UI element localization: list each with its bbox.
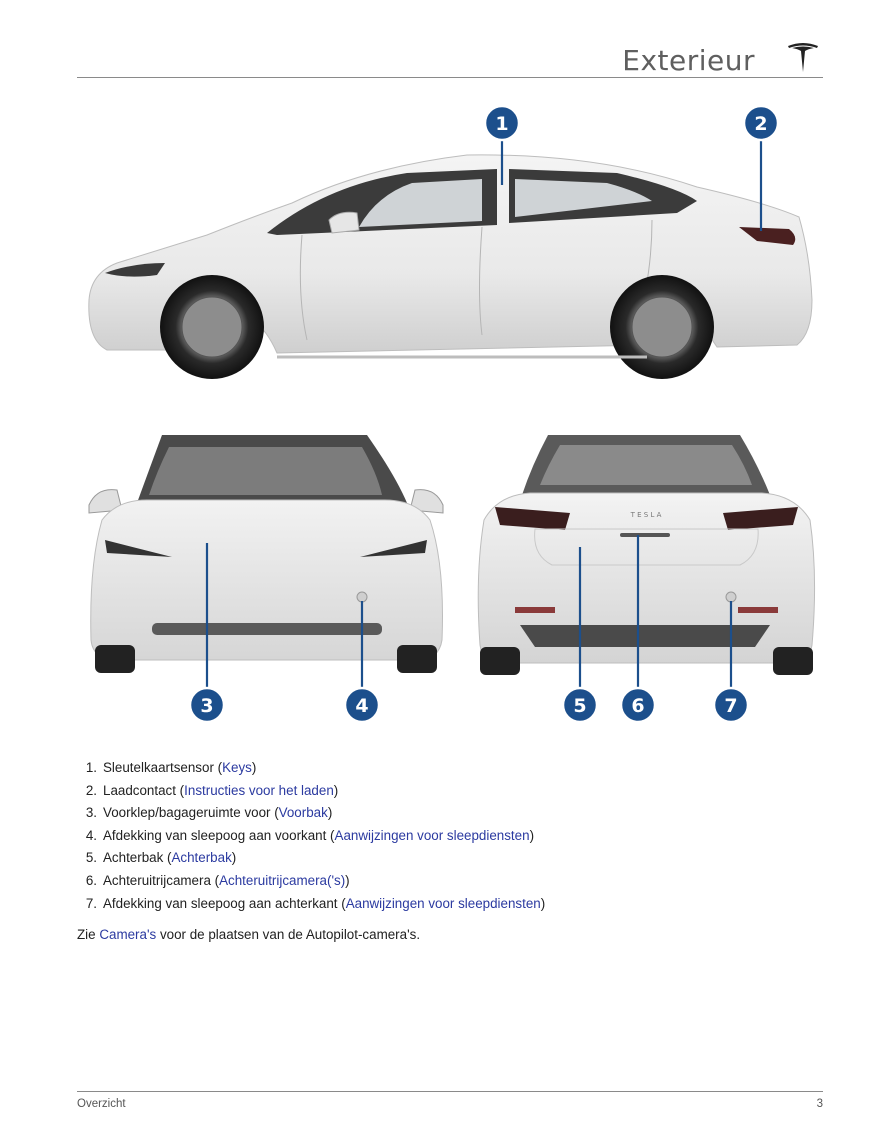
list-item: 2. Laadcontact (Instructies voor het laden): [85, 782, 339, 798]
callout-5: [563, 688, 597, 722]
callout-6: [621, 688, 655, 722]
svg-text:5: 5: [573, 695, 587, 717]
footer-divider: [77, 1091, 823, 1092]
svg-text:1: 1: [495, 113, 509, 135]
callout-2: [744, 106, 778, 140]
rear-camera-link[interactable]: Achteruitrijcamera('s): [219, 872, 346, 888]
towing-instructions-link[interactable]: Aanwijzingen voor sleepdiensten: [334, 827, 530, 843]
front-trunk-link[interactable]: Voorbak: [278, 805, 328, 821]
car-rear-view-figure: [470, 425, 823, 735]
list-item: 6. Achteruitrijcamera (Achteruitrijcamera('s)): [85, 872, 350, 888]
list-item: 5. Achterbak (Achterbak): [85, 850, 237, 866]
towing-instructions-link[interactable]: Aanwijzingen voor sleepdiensten: [345, 895, 541, 911]
footer-section-name: Overzicht: [77, 1098, 126, 1110]
callout-3: [190, 688, 224, 722]
callout-1: [485, 106, 519, 140]
list-item: 7. Afdekking van sleepoog aan achterkant (Aanwijzingen voor sleepdiensten): [85, 895, 546, 911]
svg-text:4: 4: [355, 695, 369, 717]
svg-text:3: 3: [200, 695, 214, 717]
callout-4: [345, 688, 379, 722]
tesla-logo-icon: [786, 40, 820, 74]
list-item: 4. Afdekking van sleepoog aan voorkant (Aanwijzingen voor sleepdiensten): [85, 827, 535, 843]
car-front-view-figure: [77, 425, 455, 735]
cameras-link[interactable]: Camera's: [99, 927, 157, 942]
charging-instructions-link[interactable]: Instructies voor het laden: [184, 782, 334, 798]
component-list: [78, 757, 545, 915]
callout-7: [714, 688, 748, 722]
car-side-view-figure: [77, 95, 823, 395]
header-divider: [77, 77, 823, 78]
keys-link[interactable]: Keys: [222, 760, 252, 775]
svg-text:7: 7: [724, 695, 738, 717]
camera-note: Zie Camera's voor de plaatsen van de Autopilot-camera's.: [77, 927, 421, 942]
tesla-badge: T E S L A: [630, 511, 662, 519]
page-title: Exterieur: [622, 44, 755, 77]
list-item: 1. Sleutelkaartsensor (Keys): [85, 760, 257, 775]
svg-text:2: 2: [754, 113, 768, 135]
list-item: 3. Voorklep/bagageruimte voor (Voorbak): [85, 805, 333, 821]
rear-trunk-link[interactable]: Achterbak: [171, 850, 232, 866]
page-number: 3: [816, 1098, 823, 1110]
svg-text:6: 6: [631, 695, 645, 717]
